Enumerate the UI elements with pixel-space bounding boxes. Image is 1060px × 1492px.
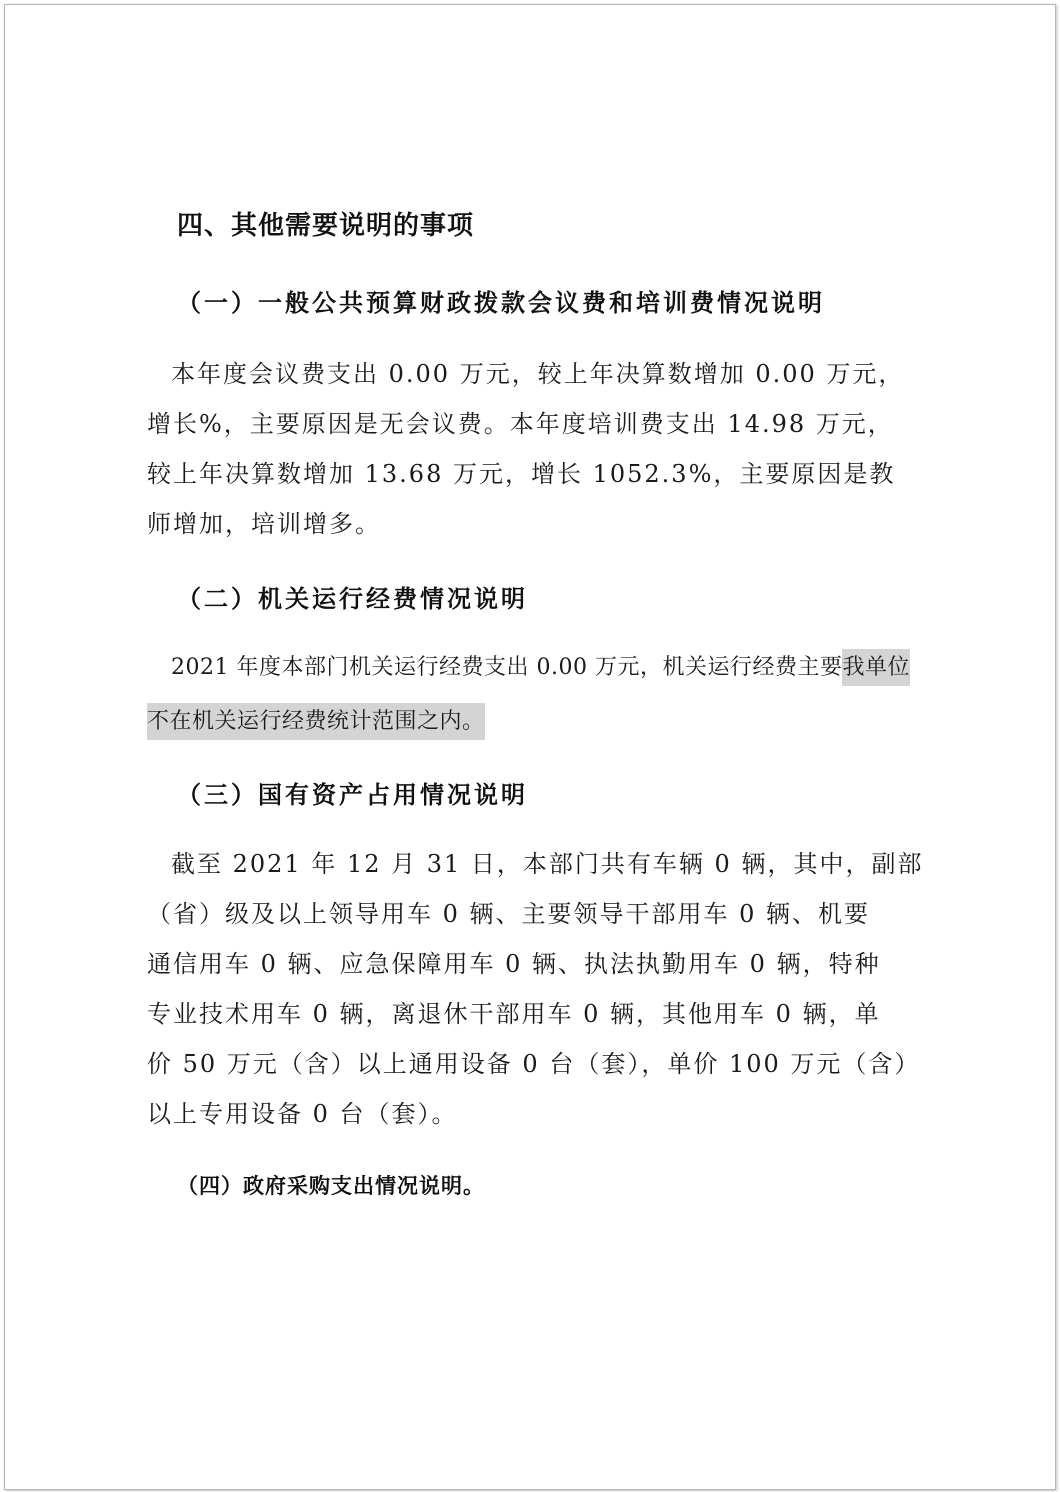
highlighted-text: 我单位 — [842, 649, 910, 686]
subsection-heading-state-assets: （三）国有资产占用情况说明 — [177, 781, 528, 809]
paragraph-line — [147, 695, 947, 749]
paragraph-line: 增长%，主要原因是无会议费。本年度培训费支出 14.98 万元， — [147, 410, 894, 438]
paragraph-line: 较上年决算数增加 13.68 万元，增长 1052.3%，主要原因是教 — [147, 460, 896, 488]
highlighted-text: 不在机关运行经费统计范围之内。 — [147, 703, 485, 740]
section-heading: 四、其他需要说明的事项 — [177, 211, 475, 241]
paragraph-line: 以上专用设备 0 台（套）。 — [147, 1100, 458, 1128]
paragraph-state-assets — [147, 839, 947, 1139]
paragraph-line: 师增加，培训增多。 — [147, 510, 381, 538]
paragraph-text: 2021 年度本部门机关运行经费支出 0.00 万元，机关运行经费主要 — [171, 655, 843, 680]
subsection-heading-meeting-training: （一）一般公共预算财政拨款会议费和培训费情况说明 — [177, 289, 825, 317]
paragraph-line: 价 50 万元（含）以上通用设备 0 台（套），单价 100 万元（含） — [147, 1050, 921, 1078]
paragraph-line: 截至 2021 年 12 月 31 日，本部门共有车辆 0 辆，其中，副部 — [171, 850, 924, 878]
paragraph-line — [147, 641, 947, 695]
subsection-heading-operating-expenses: （二）机关运行经费情况说明 — [177, 585, 528, 613]
paragraph-line: 通信用车 0 辆、应急保障用车 0 辆、执法执勤用车 0 辆，特种 — [147, 950, 881, 978]
paragraph-line: （省）级及以上领导用车 0 辆、主要领导干部用车 0 辆、机要 — [147, 900, 871, 928]
paragraph-line: 本年度会议费支出 0.00 万元，较上年决算数增加 0.00 万元， — [171, 360, 905, 388]
paragraph-operating-expenses — [147, 641, 947, 749]
paragraph-meeting-training — [147, 349, 947, 549]
document-page — [4, 4, 1056, 1490]
subsection-heading-procurement: （四）政府采购支出情况说明。 — [177, 1174, 485, 1198]
paragraph-line: 专业技术用车 0 辆，离退休干部用车 0 辆，其他用车 0 辆，单 — [147, 1000, 881, 1028]
